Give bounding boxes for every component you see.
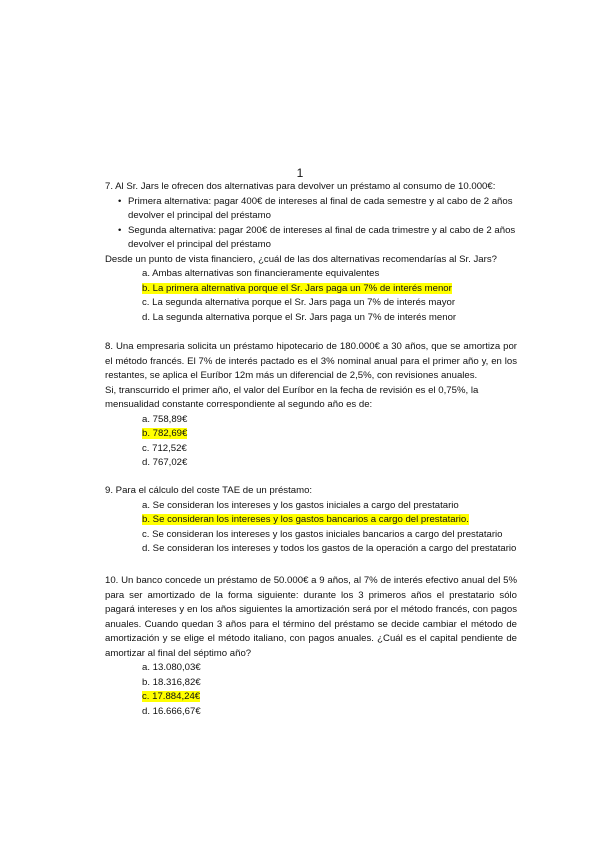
option-c: c. 712,52€ bbox=[142, 442, 187, 454]
option-a: a. 13.080,03€ bbox=[142, 662, 201, 673]
alternative-2: • Segunda alternativa: pagar 200€ de intereses al final de cada trimestre y al cabo de 2 años devolver el principal del préstamo bbox=[111, 224, 517, 253]
option-b-highlighted: b. Se consideran los intereses y los gastos bancarios a cargo del prestatario. bbox=[142, 514, 469, 525]
question-8-options bbox=[105, 413, 517, 471]
option-c-highlighted: c. 17.884,24€ bbox=[142, 691, 201, 702]
question-8-statement: 8. Una empresaria solicita un préstamo hipotecario de 180.000€ a 30 años, que se amortiza por el método francés. El 7% de interés pactado es el 3% nominal anual para el primer año y, en los restantes, se aplica el Euríbor 12m más un diferencial de 2,5%, con revisiones anuales. bbox=[105, 341, 517, 381]
option-d: d. La segunda alternativa porque el Sr. Jars paga un 7% de interés menor bbox=[142, 311, 457, 323]
question-10-options bbox=[105, 661, 517, 719]
page-number: 1 bbox=[296, 166, 304, 180]
question-9 bbox=[105, 484, 517, 557]
question-8-prompt: Si, transcurrido el primer año, el valor del Euríbor en la fecha de revisión es el 0,75%, la mensualidad constante correspondiente al segundo año es de: bbox=[105, 384, 479, 410]
question-9-options bbox=[105, 499, 517, 557]
option-d: d. Se consideran los intereses y todos los gastos de la operación a cargo del prestatario bbox=[142, 543, 517, 554]
option-a: a. Ambas alternativas son financieramente equivalentes bbox=[142, 268, 380, 279]
question-9-title: 9. Para el cálculo del coste TAE de un préstamo: bbox=[105, 485, 313, 496]
option-a: a. Se consideran los intereses y los gastos iniciales a cargo del prestatario bbox=[142, 499, 459, 511]
alternative-1: • Primera alternativa: pagar 400€ de intereses al final de cada semestre y al cabo de 2 años devolver el principal del préstamo bbox=[111, 195, 517, 224]
question-10 bbox=[105, 574, 517, 719]
option-b: b. 18.316,82€ bbox=[142, 676, 201, 688]
question-7-prompt: Desde un punto de vista financiero, ¿cuál de las dos alternativas recomendarías al Sr. Jars? bbox=[105, 253, 497, 265]
option-c: c. La segunda alternativa porque el Sr. Jars paga un 7% de interés mayor bbox=[142, 297, 456, 308]
option-d: d. 16.666,67€ bbox=[142, 705, 201, 717]
option-b-highlighted: b. La primera alternativa porque el Sr. Jars paga un 7% de interés menor bbox=[142, 282, 452, 294]
question-7-title: 7. Al Sr. Jars le ofrecen dos alternativas para devolver un préstamo al consumo de 10.000€: bbox=[105, 181, 496, 192]
option-d: d. 767,02€ bbox=[142, 457, 188, 468]
question-10-statement: 10. Un banco concede un préstamo de 50.000€ a 9 años, al 7% de interés efectivo anual del 5% para ser amortizado de la forma siguiente: durante los 3 primeros años el prestatario sólo pagará intereses y en los años siguientes la amortización será por el método francés, con pagos anuales. Cuando quedan 3 años para el término del préstamo se decide cambiar el método de amortización y se elige el método italiano, con pagos anuales. ¿Cuál es el capital pendiente de amortizar al final del séptimo año? bbox=[105, 575, 517, 659]
question-7-options bbox=[105, 267, 517, 325]
option-c: c. Se consideran los intereses y los gastos iniciales bancarios a cargo del prestatario bbox=[142, 528, 503, 540]
question-7 bbox=[105, 180, 517, 325]
option-a: a. 758,89€ bbox=[142, 413, 188, 425]
question-8 bbox=[105, 340, 517, 471]
option-b-highlighted: b. 782,69€ bbox=[142, 428, 188, 439]
question-7-alternatives bbox=[105, 195, 517, 253]
